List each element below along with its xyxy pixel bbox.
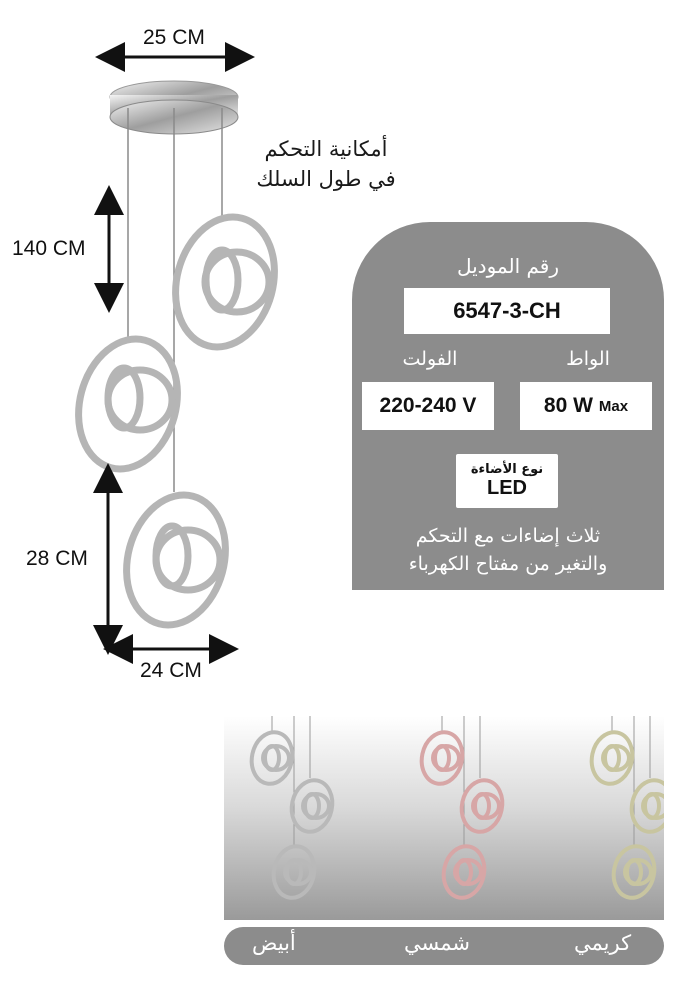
pendant-ring-lower xyxy=(113,484,240,636)
variant-preview xyxy=(587,716,664,902)
cable-note-line2: في طول السلك xyxy=(256,167,396,191)
model-number-label: رقم الموديل xyxy=(456,254,560,278)
color-variants-panel xyxy=(224,716,664,920)
voltage-value: 220-240 V xyxy=(379,394,477,417)
wattage-max-suffix: Max xyxy=(598,397,629,415)
wattage-value: 80 W xyxy=(543,394,593,417)
voltage-box xyxy=(362,382,494,430)
color-option-cream[interactable]: كريمي xyxy=(574,931,632,955)
features-text xyxy=(362,522,654,578)
spec-panel xyxy=(352,222,664,590)
pendant-height-label: 28 CM xyxy=(26,547,88,570)
color-option-white[interactable]: أبيض xyxy=(252,931,296,955)
cable-note-line1: أمكانية التحكم xyxy=(264,137,388,161)
model-number-value: 6547-3-CH xyxy=(453,298,561,323)
canopy-width-label: 25 CM xyxy=(143,26,205,49)
voltage-label: الفولت xyxy=(402,348,458,370)
color-option-warm[interactable]: شمسي xyxy=(404,931,470,955)
pendant-width-label: 24 CM xyxy=(140,659,202,682)
wattage-box xyxy=(520,382,652,430)
variant-preview xyxy=(417,716,507,902)
pendant-ring-upper xyxy=(162,206,289,358)
wattage-label: الواط xyxy=(566,348,610,370)
pendant-ring-middle xyxy=(65,328,192,480)
variant-previews xyxy=(224,716,664,920)
light-type-value: LED xyxy=(487,477,527,499)
features-line1: ثلاث إضاءات مع التحكم xyxy=(415,525,601,547)
color-options-bar xyxy=(224,927,664,965)
features-line2: والتغير من مفتاح الكهرباء xyxy=(408,553,608,575)
cable-length-note xyxy=(240,134,412,194)
model-number-box xyxy=(404,288,610,334)
light-type-box xyxy=(456,454,558,508)
variant-preview xyxy=(247,716,337,902)
light-type-label: نوع الأضاءة xyxy=(470,462,544,477)
cable-length-label: 140 CM xyxy=(12,237,86,260)
chandelier-drawing xyxy=(0,0,350,700)
